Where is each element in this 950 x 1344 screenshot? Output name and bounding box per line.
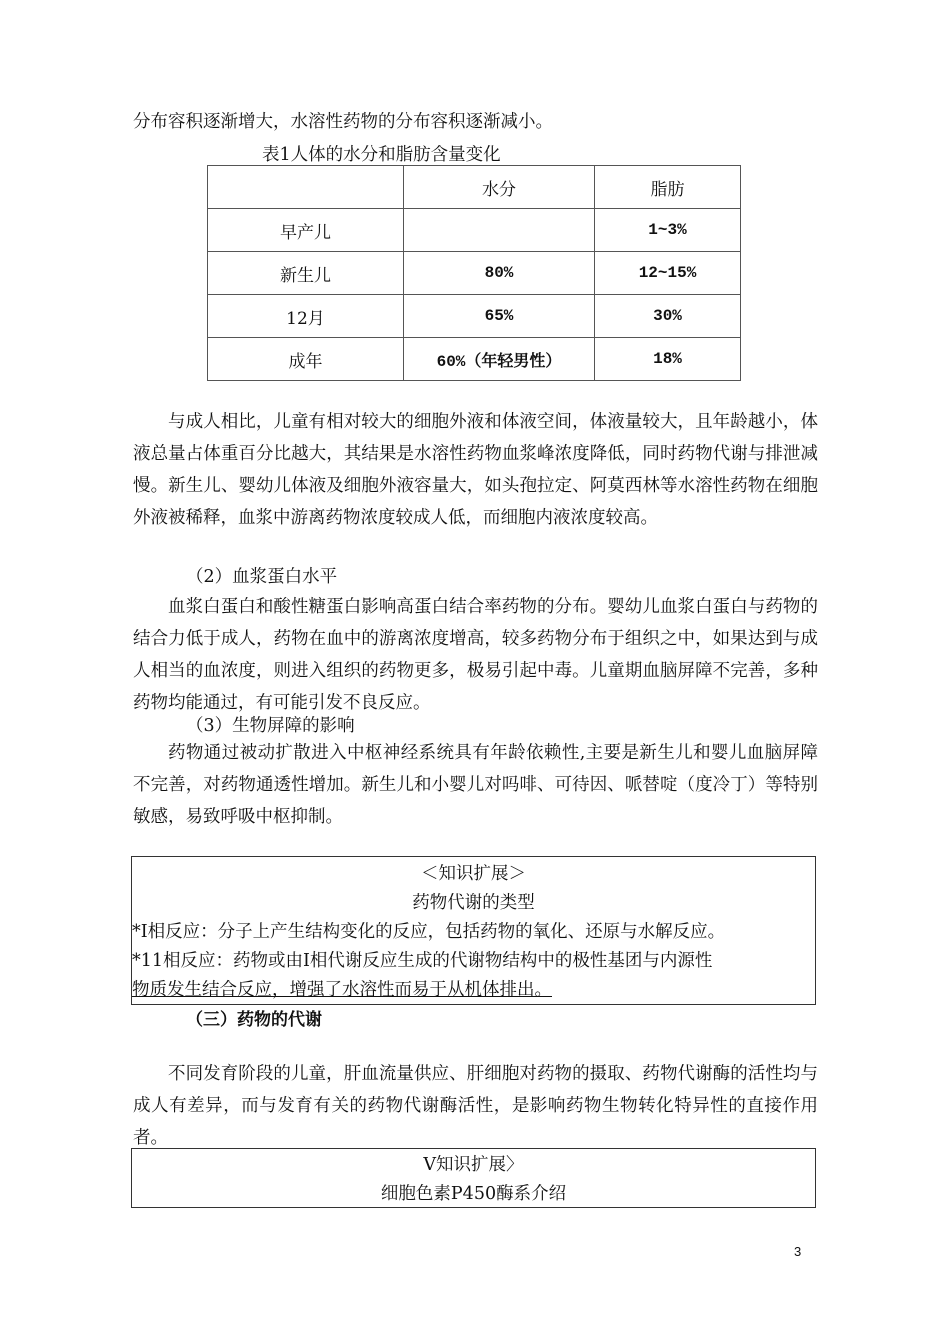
section-title: （三）药物的代谢 [186, 1010, 322, 1030]
knowledge-box-metabolism [131, 856, 816, 1005]
table-caption: 表1人体的水分和脂肪含量变化 [262, 145, 501, 165]
table-cell: 新生儿 [208, 252, 404, 295]
knowledge-box-p450 [131, 1148, 816, 1208]
table-header-cell: 水分 [404, 166, 595, 209]
table-row [208, 338, 741, 381]
box-line: *I相反应：分子上产生结构变化的反应，包括药物的氧化、还原与水解反应。 [132, 922, 726, 942]
box-title: 细胞色素P450酶系介绍 [380, 1184, 567, 1204]
intro-line: 分布容积逐渐增大，水溶性药物的分布容积逐渐减小。 [133, 112, 553, 132]
table-row [208, 252, 741, 295]
heading-bio-barrier: （3）生物屏障的影响 [186, 716, 355, 736]
table-cell: 18% [595, 338, 741, 381]
box-header: V知识扩展〉 [423, 1155, 524, 1175]
table-cell: 早产儿 [208, 209, 404, 252]
table-cell: 12~15% [595, 252, 741, 295]
table-cell: 80% [404, 252, 595, 295]
table-header-cell [208, 166, 404, 209]
table-cell: 成年 [208, 338, 404, 381]
water-fat-table [207, 165, 741, 381]
table-cell: 65% [404, 295, 595, 338]
table-cell [404, 209, 595, 252]
box-header: ＜知识扩展＞ [421, 864, 526, 884]
paragraph-plasma-protein: 血浆白蛋白和酸性糖蛋白影响高蛋白结合率药物的分布。婴幼儿血浆白蛋白与药物的结合力低于成人，药物在血中的游离浓度增高，较多药物分布于组织之中，如果达到与成人相当的血浓度，则进入组织的药物更多，极易引起中毒。儿童期血脑屏障不完善，多种药物均能通过，有可能引发不良反应。 [133, 597, 818, 713]
table-cell: 30% [595, 295, 741, 338]
table-cell: 1~3% [595, 209, 741, 252]
paragraph-metabolism: 不同发育阶段的儿童，肝血流量供应、肝细胞对药物的摄取、药物代谢酶的活性均与成人有差异，而与发育有关的药物代谢酶活性，是影响药物生物转化特异性的直接作用者。 [133, 1064, 818, 1148]
table-cell: 60%（年轻男性） [404, 338, 595, 381]
table-row [208, 295, 741, 338]
paragraph-bio-barrier: 药物通过被动扩散进入中枢神经系统具有年龄依赖性,主要是新生儿和婴儿血脑屏障不完善，对药物通透性增加。新生儿和小婴儿对吗啡、可待因、哌替啶（度冷丁）等特别敏感，易致呼吸中枢抑制。 [133, 743, 818, 827]
box-line: *11相反应：药物或由I相代谢反应生成的代谢物结构中的极性基团与内源性 [132, 951, 713, 971]
table-header-cell: 脂肪 [595, 166, 741, 209]
box-title: 药物代谢的类型 [412, 893, 535, 913]
page-number: 3 [794, 1244, 802, 1259]
paragraph-body-fluid: 与成人相比，儿童有相对较大的细胞外液和体液空间，体液量较大，且年龄越小，体液总量占体重百分比越大，其结果是水溶性药物血浆峰浓度降低，同时药物代谢与排泄减慢。新生儿、婴幼儿体液及细胞外液容量大，如头孢拉定、阿莫西林等水溶性药物在细胞外液被稀释，血浆中游离药物浓度较成人低，而细胞内液浓度较高。 [133, 412, 818, 528]
box-line: 物质发生结合反应，增强了水溶性而易于从机体排出。 [132, 980, 552, 1000]
heading-plasma-protein: （2）血浆蛋白水平 [186, 567, 338, 587]
table-row [208, 209, 741, 252]
table-cell: 12月 [208, 295, 404, 338]
table-header-row [208, 166, 741, 209]
